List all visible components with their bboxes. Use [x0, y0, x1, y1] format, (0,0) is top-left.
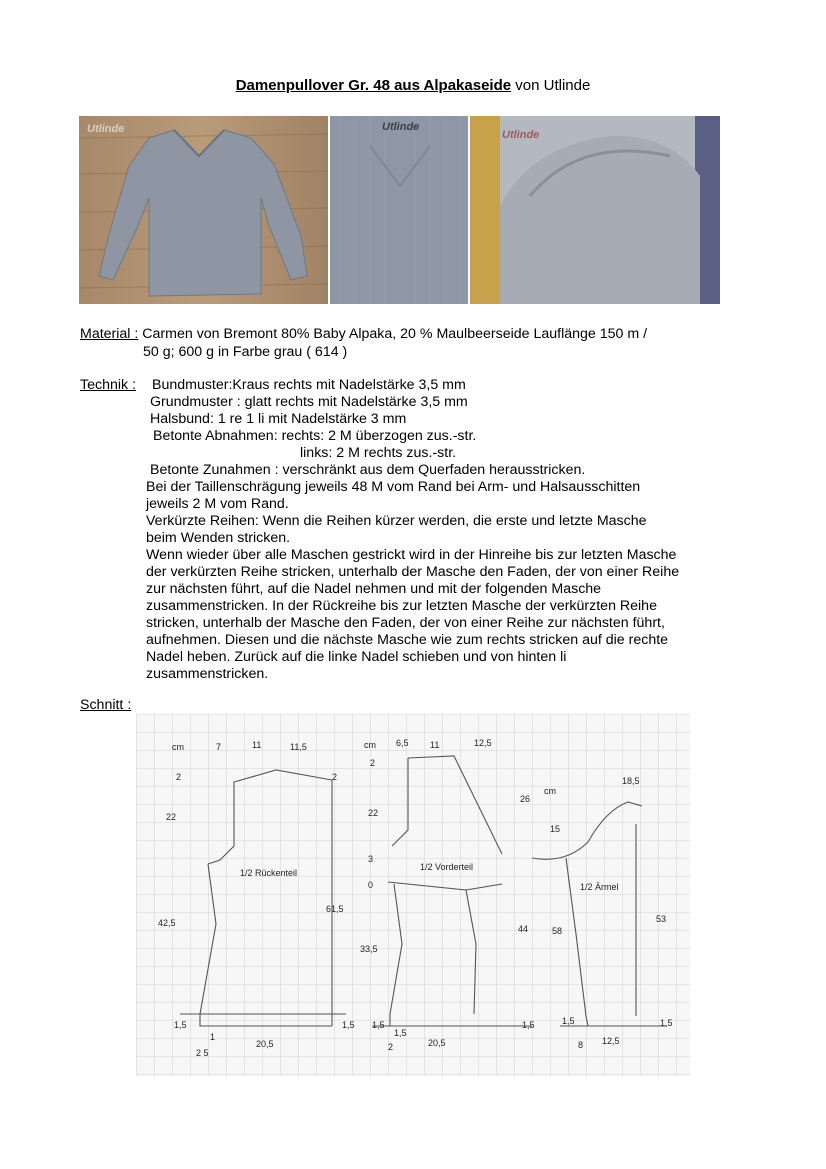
label-aermel: 1/2 Ärmel [580, 882, 619, 892]
label-44: 44 [518, 924, 529, 934]
technik-line: Bei der Taillenschrägung jeweils 48 M vom Rand bei Arm- und Halsausschitten [146, 479, 641, 495]
label-42-5: 42,5 [158, 918, 176, 928]
label-22: 22 [368, 808, 379, 818]
label-33-5: 33,5 [360, 944, 378, 954]
label-15: 15 [550, 824, 561, 834]
photo-closeup-front [330, 116, 468, 304]
label-1-5: 1,5 [660, 1018, 673, 1028]
technik-line: Wenn wieder über alle Maschen gestrickt wird in der Hinreihe bis zur letzten Masche [146, 547, 677, 563]
technik-line: Grundmuster : glatt rechts mit Nadelstärke 3,5 mm [150, 394, 468, 410]
label-53: 53 [656, 914, 667, 924]
label-6-5: 6,5 [396, 738, 409, 748]
label-20-5: 20,5 [428, 1038, 446, 1048]
photo-shoulder-detail [470, 116, 720, 304]
technik-line: links: 2 M rechts zus.-str. [300, 445, 457, 461]
label-1-5: 1,5 [372, 1020, 385, 1030]
title-rest: von Utlinde [511, 77, 591, 94]
label-cm: cm [172, 742, 184, 752]
label-2: 2 [370, 758, 376, 768]
label-1-5: 1,5 [562, 1016, 575, 1026]
photo3-watermark: Utlinde [502, 129, 540, 141]
technik-line: Verkürzte Reihen: Wenn die Reihen kürzer werden, die erste und letzte Masche [146, 513, 647, 529]
label-1-5: 1,5 [522, 1020, 535, 1030]
page-title [0, 77, 826, 94]
label-2-5: 2 5 [196, 1048, 209, 1058]
label-1-5: 1,5 [342, 1020, 355, 1030]
label-20-5: 20,5 [256, 1039, 274, 1049]
label-3: 3 [368, 854, 374, 864]
technik-line: aufnehmen. Diesen und die nächste Masche wie zum rechts stricken auf die rechte [146, 632, 669, 648]
label-1: 1 [210, 1032, 216, 1042]
technik-line: zusammenstricken. In der Rückreihe bis zur letzten Masche der verkürzten Reihe [146, 598, 657, 614]
technik-line: Betonte Zunahmen : verschränkt aus dem Querfaden herausstricken. [150, 462, 586, 478]
pattern-schematic [136, 714, 690, 1076]
label-61-5: 61,5 [326, 904, 344, 914]
technik-line: zur nächsten führt, auf die Nadel nehmen und mit der folgenden Masche [146, 581, 602, 597]
material-label: Material : [80, 326, 139, 342]
technik-line: jeweils 2 M vom Rand. [146, 496, 289, 512]
label-2: 2 [388, 1042, 394, 1052]
technik-line: zusammenstricken. [146, 666, 269, 682]
photo-sweater-flat [79, 116, 328, 304]
material-line2: 50 g; 600 g in Farbe grau ( 614 ) [143, 344, 348, 360]
label-18-5: 18,5 [622, 776, 640, 786]
label-8: 8 [578, 1040, 584, 1050]
label-11: 11 [252, 740, 262, 750]
label-1-5: 1,5 [174, 1020, 187, 1030]
photo1-watermark: Utlinde [87, 123, 125, 135]
label-22: 22 [166, 812, 177, 822]
photo2-watermark: Utlinde [382, 121, 420, 133]
technik-line: beim Wenden stricken. [146, 530, 291, 546]
technik-line: Betonte Abnahmen: rechts: 2 M überzogen zus.-str. [153, 428, 477, 444]
technik-line: der verkürzten Reihe stricken, unterhalb der Masche den Faden, der von einer Reihe [146, 564, 680, 580]
label-cm: cm [364, 740, 376, 750]
label-1-5: 1,5 [394, 1028, 407, 1038]
label-rueckenteil: 1/2 Rückenteil [240, 868, 298, 878]
title-bold: Damenpullover Gr. 48 aus Alpakaseide [235, 77, 512, 94]
technik-line: Nadel heben. Zurück auf die linke Nadel schieben und von hinten li [146, 649, 567, 665]
label-7: 7 [216, 742, 222, 752]
label-11-5: 11,5 [290, 742, 307, 752]
technik-line: stricken, unterhalb der Masche den Faden, der von einer Reihe zur nächsten führt, [146, 615, 665, 631]
label-2: 2 [176, 772, 182, 782]
technik-label: Technik : [80, 377, 136, 393]
technik-line: Bundmuster:Kraus rechts mit Nadelstärke 3,5 mm [152, 377, 466, 393]
label-12-5: 12,5 [474, 738, 492, 748]
label-vorderteil: 1/2 Vorderteil [420, 862, 474, 872]
label-12-5: 12,5 [602, 1036, 620, 1046]
label-58: 58 [552, 926, 563, 936]
material-line1: Carmen von Bremont 80% Baby Alpaka, 20 % Maulbeerseide Lauflänge 150 m / [142, 326, 648, 342]
label-cm: cm [544, 786, 556, 796]
schnitt-label: Schnitt : [80, 697, 132, 713]
label-2: 2 [332, 772, 338, 782]
material-row [80, 326, 647, 343]
label-11: 11 [430, 740, 440, 750]
label-0: 0 [368, 880, 374, 890]
technik-line: Halsbund: 1 re 1 li mit Nadelstärke 3 mm [150, 411, 407, 427]
label-26: 26 [520, 794, 531, 804]
